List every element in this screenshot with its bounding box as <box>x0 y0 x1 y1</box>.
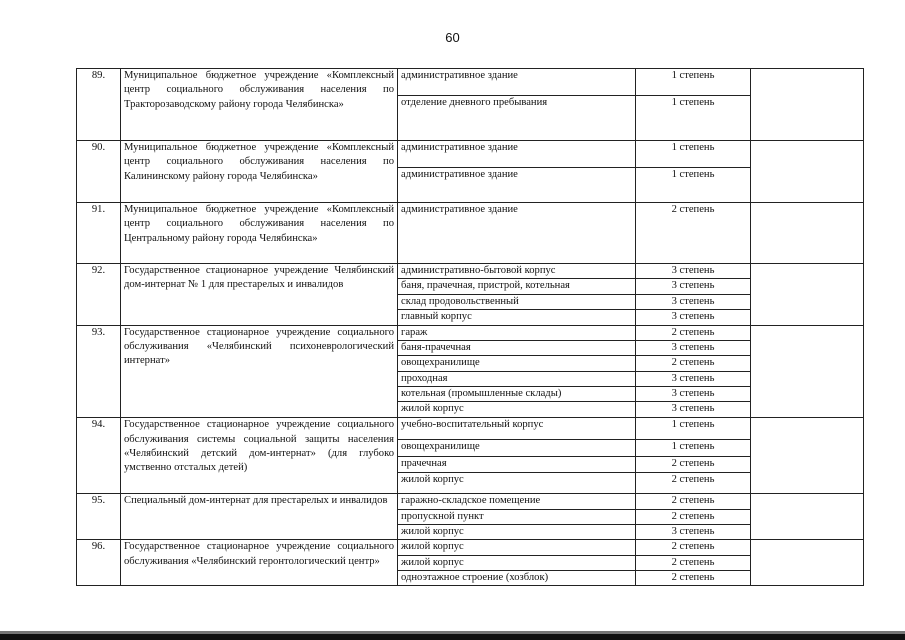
row-number: 96. <box>77 540 121 586</box>
fire-resistance-degree: 3 степень <box>636 387 751 402</box>
fire-resistance-degree: 2 степень <box>636 457 751 473</box>
table-row <box>77 418 864 440</box>
building-name: отделение дневного пребывания <box>398 96 636 141</box>
building-name: котельная (промышленные склады) <box>398 387 636 402</box>
building-name: административное здание <box>398 141 636 168</box>
row-number: 95. <box>77 494 121 540</box>
table-row <box>77 141 864 168</box>
fire-resistance-degree: 3 степень <box>636 402 751 418</box>
empty-cell <box>751 418 864 494</box>
empty-cell <box>751 69 864 141</box>
fire-resistance-degree: 2 степень <box>636 325 751 340</box>
fire-resistance-degree: 2 степень <box>636 356 751 371</box>
fire-resistance-degree: 3 степень <box>636 294 751 309</box>
empty-cell <box>751 264 864 326</box>
building-name: жилой корпус <box>398 524 636 539</box>
fire-resistance-degree: 2 степень <box>636 203 751 264</box>
fire-resistance-degree: 1 степень <box>636 69 751 96</box>
building-name: административное здание <box>398 69 636 96</box>
fire-resistance-degree: 1 степень <box>636 440 751 457</box>
fire-resistance-degree: 3 степень <box>636 341 751 356</box>
scan-edge <box>0 634 905 640</box>
empty-cell <box>751 540 864 586</box>
building-name: административное здание <box>398 203 636 264</box>
table-row <box>77 325 864 340</box>
fire-resistance-degree: 1 степень <box>636 418 751 440</box>
fire-resistance-degree: 2 степень <box>636 473 751 494</box>
building-name: баня-прачечная <box>398 341 636 356</box>
fire-resistance-degree: 2 степень <box>636 509 751 524</box>
fire-resistance-degree: 1 степень <box>636 168 751 203</box>
building-name: жилой корпус <box>398 555 636 570</box>
institution-name: Муниципальное бюджетное учреждение «Комплексный центр социального обслуживания населения по Калининскому району города Челябинска» <box>121 141 398 203</box>
fire-resistance-degree: 3 степень <box>636 309 751 325</box>
row-number: 92. <box>77 264 121 326</box>
building-name: учебно-воспитательный корпус <box>398 418 636 440</box>
row-number: 93. <box>77 325 121 417</box>
row-number: 90. <box>77 141 121 203</box>
building-name: гаражно-складское помещение <box>398 494 636 509</box>
building-name: овощехранилище <box>398 440 636 457</box>
page-number: 60 <box>445 30 460 45</box>
fire-resistance-degree: 2 степень <box>636 570 751 585</box>
empty-cell <box>751 494 864 540</box>
institution-name: Государственное стационарное учреждение Челябинский дом-интернат № 1 для престарелых и инвалидов <box>121 264 398 326</box>
building-name: административное здание <box>398 168 636 203</box>
building-name: овощехранилище <box>398 356 636 371</box>
table-row <box>77 69 864 96</box>
institution-name: Муниципальное бюджетное учреждение «Комплексный центр социального обслуживания населения по Центральному району города Челябинска» <box>121 203 398 264</box>
building-name: прачечная <box>398 457 636 473</box>
institution-name: Государственное стационарное учреждение социального обслуживания «Челябинский геронтологический центр» <box>121 540 398 586</box>
table-row <box>77 494 864 509</box>
fire-resistance-degree: 3 степень <box>636 371 751 386</box>
building-name: жилой корпус <box>398 540 636 555</box>
building-name: жилой корпус <box>398 402 636 418</box>
row-number: 91. <box>77 203 121 264</box>
row-number: 89. <box>77 69 121 141</box>
registry-table <box>76 68 864 586</box>
table-row <box>77 264 864 279</box>
building-name: склад продовольственный <box>398 294 636 309</box>
building-name: гараж <box>398 325 636 340</box>
empty-cell <box>751 141 864 203</box>
building-name: пропускной пункт <box>398 509 636 524</box>
building-name: проходная <box>398 371 636 386</box>
fire-resistance-degree: 3 степень <box>636 524 751 539</box>
institution-name: Государственное стационарное учреждение социального обслуживания системы социальной защиты населения «Челябинский детский дом-интернат» (для глубоко умственно отсталых детей) <box>121 418 398 494</box>
table-row <box>77 540 864 555</box>
fire-resistance-degree: 3 степень <box>636 264 751 279</box>
fire-resistance-degree: 2 степень <box>636 494 751 509</box>
institution-name: Муниципальное бюджетное учреждение «Комплексный центр социального обслуживания населения по Тракторозаводскому району города Челябинска» <box>121 69 398 141</box>
fire-resistance-degree: 3 степень <box>636 279 751 294</box>
row-number: 94. <box>77 418 121 494</box>
empty-cell <box>751 203 864 264</box>
institution-name: Специальный дом-интернат для престарелых и инвалидов <box>121 494 398 540</box>
building-name: административно-бытовой корпус <box>398 264 636 279</box>
building-name: одноэтажное строение (хозблок) <box>398 570 636 585</box>
fire-resistance-degree: 1 степень <box>636 96 751 141</box>
table-row <box>77 203 864 264</box>
empty-cell <box>751 325 864 417</box>
building-name: баня, прачечная, пристрой, котельная <box>398 279 636 294</box>
fire-resistance-degree: 1 степень <box>636 141 751 168</box>
building-name: жилой корпус <box>398 473 636 494</box>
fire-resistance-degree: 2 степень <box>636 555 751 570</box>
institution-name: Государственное стационарное учреждение социального обслуживания «Челябинский психоневрологический интернат» <box>121 325 398 417</box>
building-name: главный корпус <box>398 309 636 325</box>
fire-resistance-degree: 2 степень <box>636 540 751 555</box>
